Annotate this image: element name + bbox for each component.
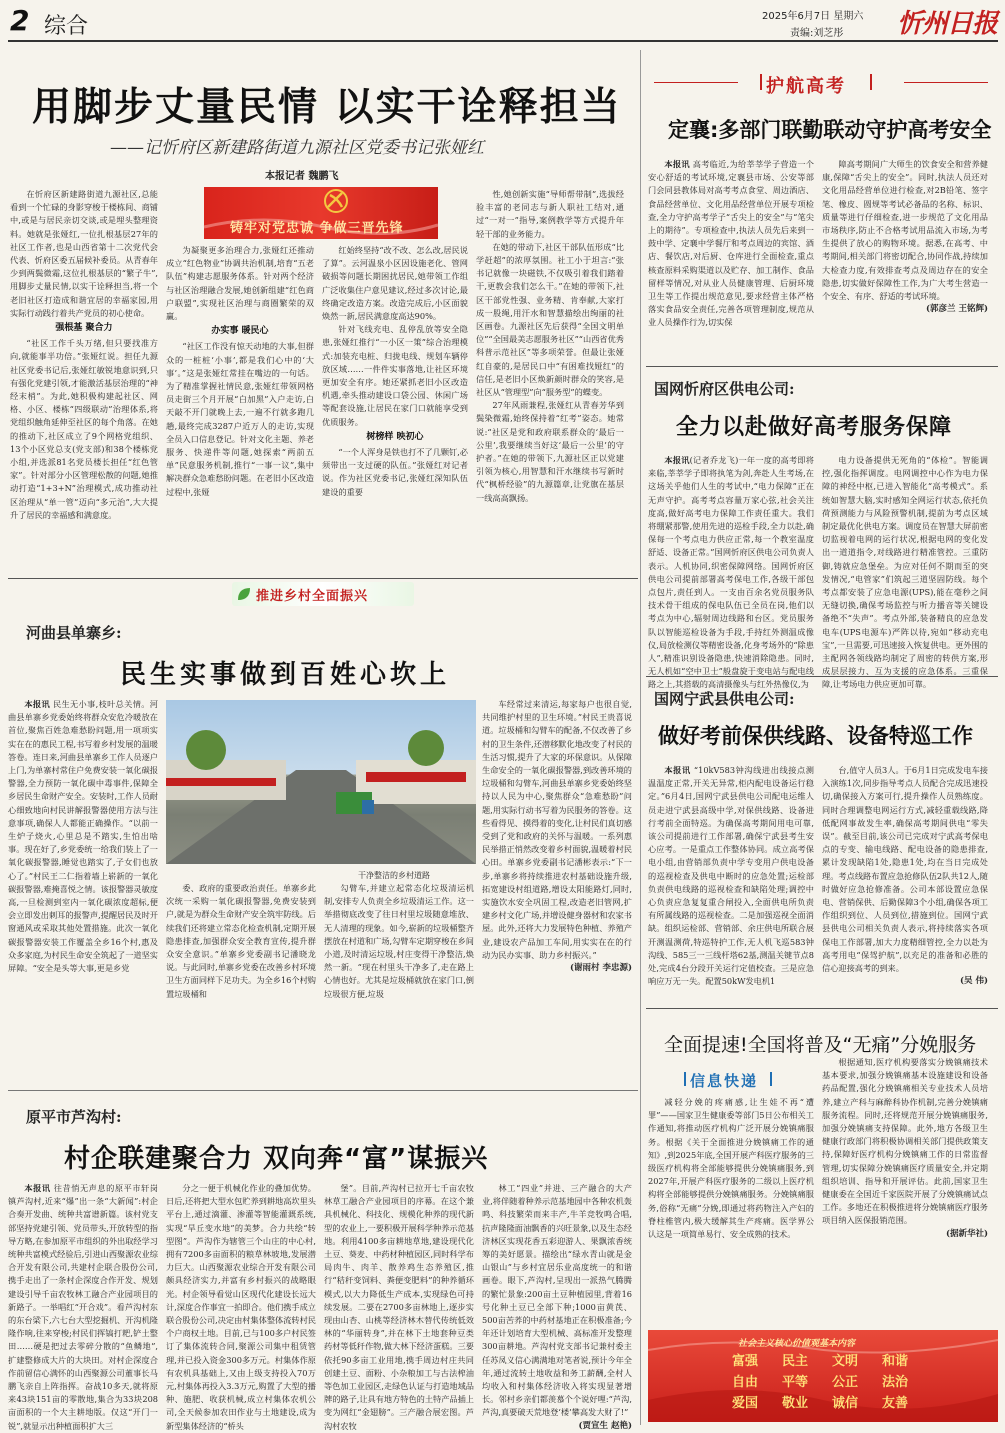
subhead: 强根基 聚合力 bbox=[55, 323, 113, 334]
article-col-1: 本报讯 往昔悄无声息的原平市轩岗镇芦沟村,近来“爆”出一条“大新闻”:村企合奏开发曲、统种共富谱新篇。该村党支部坚持党建引领、党员带头,开放转型的指导方略,在参加原平市组织的外出取经学习统种共富模式经验后,引进山西聚源农业综合开发有限公司,共建村企联合股份公司,携手走出了一条村企深度合作开发、规划建设引导千亩农牧林工融合产业园项目的新路子。一举唱红“开合戏”。看芦沟村东的东台梁下,六七台大型挖掘机、开沟机隆隆作响,往来穿梭;村民们挥镐打耙,铲土整田……硬是把过去零碎分散的“鱼鳞地”,扩建整修成大片的大块田。对村企深度合作前留信心满怀的山西聚源公司董事长马鹏飞亲自上阵指挥。奋战10多天,就将原来43块151亩的零散地,集合为33块208亩面积的一个大主耕地版。仅这“开门一锐”,就显示出种植面积扩大三 bbox=[8, 1183, 158, 1431]
subhead: 办实事 暖民心 bbox=[211, 326, 269, 337]
article-col-4: 林工“四业”并进、三产融合的大产业,将伴随着种养示范基地园中各种农机轰鸣、科技繁荣而来丰产,牛羊竞牧鸣合唱,抗声隆隆面油飘香的兴旺景象,以及生态经济林区实现花香五彩迎游人、果飘浓香统筹的美好愿景。描绘出“绿水青山就是金山银山”与乡村宜居乐业高度统一的和谐画卷。眼下,芦沟村,呈现出一派热气腾腾的繁忙景象:200亩土豆种植园里,背着16号化种土豆已全部下种;1000亩黄芪、500亩苦荞的中药材基地正在积极准备;今年还计划培育大型机械、高标准开发整理300亩耕地。芦沟村党支部书记兼村委主任苏凤义信心满满地对笔者说,预计今年全年,通过流转土地收益和务工薪酬,全村人均收入和村集体经济收入将实现显著增长。邻村乡亲们都羡慕个个说好哩:“芦沟,芦沟,真要破天荒地登‘楼’攀高发大财了!” (贾宣生 赵艳) bbox=[482, 1182, 632, 1418]
lead-col-3: 红始终坚持“改不改、怎么改,居民说了算”。云河温泉小区因设施老化、管网破损等问题长期困扰居民,她带领工作组广泛收集住户意见建议,经过多次讨论,最终确定改造方案。改造完成后,小区面貌焕然一新,居民满意度高达90%。 针对飞线充电、乱停乱放等安全隐患,张娅红推行“一小区一策”综合治理模式:加装充电桩、归拢电线、规划车辆停放区域……一件件实事落地,让社区环境更加安全有序。她还紧抓老旧小区改造机遇,牵头推动建设口袋公园、休闲广场等配套设施,让居民在家门口就能享受到优质服务。 树榜样 映初心 “一个人浑身是铁也打不了几颗钉,必须带出一支过硬的队伍。”张娅红对记者说。作为社区党委书记,张娅红深知队伍建设的重要 bbox=[322, 245, 468, 497]
article-col-3: 堡”。目前,芦沟村已拉开七千亩农牧林草工融合产业园项目的序幕。在这个兼具机械化、科技化、规模化种养的现代新型的农业上,一要积极开展科学种养示范基地。利用4100多亩耕地草地,建设现代化土豆、葵麦、中药材种植园区,同时科学布局肉牛、肉羊、散养鸡生态养殖区,推行“秸秆变饲料、粪便变肥料”的种养循环模式,以大力降低生产成本,实现绿色可持续发展。二要在2700多亩林地上,逐步实现由山杏、山桃等经济林木替代传统低效林的“华丽转身”,并在林下土地套种豆类药材等低秆作物,做大林下经济蛋糕。三要依托90多亩工业用地,携手周边村庄共同创建土豆、面粉、小杂粮加工与古法榨油等色加工业园区,走绿色认证与打造地域品牌的路子,让具有地方特色的土特产品插上变为网红“金翅膀”。三产融合展宏图。芦沟村农牧 bbox=[324, 1183, 474, 1431]
article-col-3: 勾臂车,并建立起常态化垃圾清运机制,安排专人负责全乡垃圾清运工作。这一举措彻底改变了往日村里垃圾随意堆放、无人清理的现象。如今,崭新的垃圾桶整齐摆放在村道和广场,勾臂车定期穿梭在乡间小道,及时清运垃圾,村庄变得干净整洁,焕然一新。“现在村里头干净多了,走在路上心情也好。尤其是垃圾桶就放在家门口,倒垃圾很方便,垃圾 bbox=[324, 883, 474, 999]
photo-caption: 干净整洁的乡村道路 bbox=[358, 871, 430, 880]
lead-col-2: 为凝聚更多治理合力,张娅红还推动成立“红色物业”协调共治机制,培育“五老队伍”构建志愿服务体系。针对两个经济与社区治理融合发展,她创新组建“红色商户联盟”,实现社区治理与商圈繁荣的双赢。 办实事 暖民心 “社区工作没有惊天动地的大事,但群众的一桩桩‘小事’,都是我们心中的‘大事’。”这是张娅红常挂在嘴边的一句话。为了精准掌握社情民意,张娅红带领网格员走街三个月开展“白加黑”入户走访,白天敲不开门就晚上去,一遍不行就多跑几趟,最终完成3287户近万人的走访,实现全员入口信息登记。针对文化主题、养老服务、快递件等问题,她探索“两前五单”民意服务机制,推行“一事一议”,集中解决群众急难愁盼问题。在老旧小区改造过程中,张娅 bbox=[166, 245, 314, 497]
article-kicker: 国网宁武县供电公司: bbox=[654, 690, 795, 708]
ad-heading: 社会主义核心价值观基本内容 bbox=[738, 1339, 856, 1349]
lead-title: 用脚步丈量民情 以实干诠释担当 bbox=[32, 85, 622, 130]
column-bar-right bbox=[770, 1072, 772, 1086]
value-word: 文明 bbox=[832, 1354, 859, 1369]
article-col-1: 减轻分娩的疼痛感,让生娃不再“遭罪”——国家卫生健康委等部门5日公布相关工作通知,将推动医疗机构广泛开展分娩镇痛服务。根据《关于全面推进分娩镇痛工作的通知》,到2025年底,全国开展产科医疗服务的三级医疗机构将全部能够提供分娩镇痛服务,到2027年,开展产科医疗服务的二级以上医疗机构将全部能够提供分娩镇痛服务。分娩镇痛服务,俗称“无痛”分娩,即通过将药物注入产妇的脊柱椎管内,极大缓解其生产疼痛。医学界公认这是一项简单易行、安全成熟的技术。 bbox=[648, 1097, 814, 1240]
article-col-2: 电力设备提供无死角的“体检”。智能调控,强化指挥调度。电网调控中心作为电力保障的神经中枢,已进入智能化“高考模式”。系统如智慧大脑,实时感知全网运行状态,依托负荷预测能力与风险预警机制,提前为考点区域制定最优化供电方案。调度员在智慧大屏前密切监视着电网的运行状况,根据电网的变化发出一道道指令,对线路进行精准管控。三重防御,铸就应急堡垒。为应对任何不期而至的突发情况,“电管家”们筑起三道坚固防线。每个考点都安装了应急电源(UPS),能在毫秒之间无缝切换,确保考场监控与听力播音等关键设备绝不“失声”。考点外部,装备精良的应急发电车(UPS电源车)严阵以待,宛如“移动充电宝”,一旦需要,可迅速接入恢复供电。更外围的主配网各领线路均制定了周密的转供方案,形成层层接力、互为支援的应急体系。三重保障,让考场电力供应更加可靠。 bbox=[822, 455, 988, 690]
leaf-icon bbox=[234, 584, 254, 604]
editor: 责编:刘芝彤 bbox=[790, 28, 844, 39]
column-bar-left bbox=[684, 1072, 686, 1086]
value-word: 富强 bbox=[732, 1354, 759, 1369]
right-bottom-article bbox=[648, 1012, 998, 1240]
author: (郭彦兰 王铭辉) bbox=[925, 304, 988, 315]
section-rule bbox=[8, 578, 638, 579]
article-title: 全力以赴做好高考服务保障 bbox=[676, 415, 953, 440]
article-kicker: 国网忻府区供电公司: bbox=[654, 380, 795, 398]
value-word: 和谐 bbox=[882, 1354, 909, 1369]
column-rule bbox=[904, 82, 988, 83]
values-grid bbox=[732, 1350, 932, 1411]
header-rule bbox=[8, 40, 998, 42]
section-name: 综合 bbox=[44, 14, 89, 39]
value-word: 民主 bbox=[782, 1354, 809, 1369]
article-col-1: 本报讯 高考临近,为给莘莘学子营造一个安心舒适的考试环境,定襄县市场、公安等部门会同县教体局对高考考点食堂、周边酒店、食品经营单位、文化用品经营单位开展专项检查,全力守护高考学子“舌尖上的安全”与“笔尖上的期待”。专项检查中,执法人员先后来到一鼓中学、定襄中学餐厅和考点周边的宾馆、酒店、餐饮店,对后厨、仓库进行全面检查,重点核查原料采购渠道以及贮存、加工制作、食品留样等情况,对从业人员健康管理、后厨环境卫生等工作提出规范意见,要求经营主体严格落实食品安全责任,完善各项管理制度,规范从业人员操作行为,切实保 bbox=[648, 159, 814, 328]
article-title: 做好考前保供线路、设备特巡工作 bbox=[658, 724, 973, 748]
value-word: 友善 bbox=[882, 1396, 909, 1411]
right-mid-article bbox=[648, 370, 998, 690]
column-rule bbox=[654, 82, 738, 83]
column-label: 护航高考 bbox=[766, 76, 846, 97]
article-title: 民生实事做到百姓心坎上 bbox=[120, 660, 451, 690]
author: (吴 伟) bbox=[959, 976, 988, 987]
lead-col-4: 性,她创新实施“导师帮带制”,选拔经验丰富的老同志与新人职社工结对,通过“一对一”指导,案例教学等方式提升年轻干部的业务能力。 在她的带动下,社区干部队伍形成“比学赶超”的浓厚氛围。社工小于坦言:“张书记就像一块磁铁,不仅吸引着我们踏着干,更教会我们怎么干。”在她的带领下,社区干部党性强、业务精、肯奉献,大家打成一股绳,用汗水和智慧描绘出绚丽的社区画卷。九源社区先后获得“全国文明单位”“全国最美志愿服务社区”“山西省优秀科普示范社区”等多项荣誉。但最让张娅红自豪的,是居民口中“有困难找娅红”的信任,是老旧小区焕新颜时群众的笑容,是社区从“管理型”向“服务型”的蝶变。 27年风雨兼程,张娅红从青春芳华到鬓染微霜,始终保持着“红考”姿态。她常说:“社区是党和政府联系群众的‘最后一公里’,我要继续当好这‘最后一公里’的守护者。”在她的带领下,九源社区正以党建引领为核心,用智慧和汗水继续书写新时代“枫桥经验”的九源篇章,让党旗在基层一线高高飘扬。 bbox=[476, 189, 624, 503]
column-label: 信息快递 bbox=[690, 1072, 759, 1090]
banner-slogan: 铸牢对党忠诚 争做三晋先锋 bbox=[230, 221, 404, 236]
section-rule bbox=[646, 676, 998, 677]
right-top-article bbox=[648, 50, 998, 360]
core-values-ad bbox=[648, 1330, 998, 1422]
article-col-2: 台,值守人员3人。于6月1日完成发电车接入演练1次,同步指导考点人员配合完成迅速投切,确保接入方案可行,提升操作人员熟练度。同时合理调整电网运行方式,减轻重载线路,降低配网事故发生率,确保高考期间供电“零失误”。截至目前,该公司已完成对宁武高考保电点的专变、输电线路、配电设备的隐患排查,累计发现缺陷1处,隐患1处,均在当日完成处理。考点线路布置应急抢修队伍2队共12人,随时做好应急抢修准备。公司本部设置应急保电、营销保供、后勤保障3个小组,确保各项工作组织到位、人员到位,措施到位。国网宁武县供电公司相关负责人表示,将持续落实各项保电工作部署,加大力度精细管控,全力以赴为高考用电“保驾护航”,以充足的准备和必胜的信心迎接高考的到来。 (吴 伟) bbox=[822, 764, 988, 988]
article-col-2: 根据通知,医疗机构要落实分娩镇痛技术基本要求,加强分娩镇痛基本设施建设和设备药品配置,强化分娩镇痛相关专业技术人员培养,建立产科与麻醉科协作机制,完善分娩镇痛服务流程。同时,还将规范开展分娩镇痛服务,加强分娩镇痛支持保障。此外,地方各级卫生健康行政部门将积极协调相关部门提供政策支持,保障好医疗机构分娩镇痛工作的日常监督管理,切实保障分娩镇痛医疗质量安全,并定期组织培训、指导和开展评估。此前,国家卫生健康委在全国近千家医院开展了分娩镇痛试点工作。多地还在积极推进将分娩镇痛医疗服务项目纳入医保报销范围。 (据新华社) bbox=[822, 1056, 988, 1241]
rural-section bbox=[8, 580, 638, 1431]
section-rule bbox=[8, 1090, 638, 1091]
section-rule bbox=[646, 1008, 998, 1009]
banner-label: 推进乡村全面振兴 bbox=[256, 589, 369, 604]
subhead: 树榜样 映初心 bbox=[366, 431, 424, 442]
article-kicker: 河曲县单寨乡: bbox=[26, 624, 122, 642]
village-road-photo bbox=[166, 700, 476, 864]
banner-tag bbox=[232, 582, 414, 606]
column-divider bbox=[640, 50, 641, 1425]
value-word: 平等 bbox=[782, 1375, 809, 1390]
value-word: 敬业 bbox=[782, 1396, 809, 1411]
article-title: 定襄:多部门联勤联动守护高考安全 bbox=[668, 118, 992, 142]
party-banner-image bbox=[204, 187, 438, 239]
right-low-article bbox=[648, 680, 998, 1000]
value-word: 公正 bbox=[832, 1375, 859, 1390]
column-bar-left bbox=[760, 74, 762, 90]
section-rule bbox=[646, 366, 998, 367]
lead-col-1: 在忻府区新建路街道九源社区,总能看到一个忙碌的身影穿梭于楼栋间、商铺中,或是与居民亲切交谈,或是埋头整理资料。她就是张娅红,一位扎根基层27年的社区工作者,也是山西省第十二次党代会代表、忻府区委五届候补委员。从青春年少到两鬓微霜,这位扎根基层的“繁子牛”,用脚步丈量民情,以实干诠释担当,将一个老旧社区打造成和谐宜居的幸福家园,用实际行动践行着共产党员的初心使命。 强根基 聚合力 “社区工作千头万绪,但只要找准方向,就能事半功倍。”张娅红说。担任九源社区党委书记后,张娅红敏锐地意识到,只有强化党建引领,才能激活基层治理的“神经末梢”。为此,她积极构建起社区、网格、小区、楼栋“四级联动”治理体系,将党组织触角延伸至社区的每个角落。在她的推动下,社区成立了9个网格党组织、13个小区党总支(党支部)和38个楼栋党小组,并选派81名党员楼长担任“红色管家”。针对部分小区管理松散的问题,她推动打造“1+3+N”治理模式,成功推动社区治理从“单一管”迈向“多元治”,大大提升了居民的幸福感和满意度。 bbox=[10, 189, 158, 520]
lead-byline: 本报记者 魏鹏飞 bbox=[265, 171, 339, 182]
article-title: 村企联建聚合力 双向奔“富”谋振兴 bbox=[64, 1144, 489, 1174]
masthead-logo: 忻州日报 bbox=[897, 9, 998, 39]
article-col-2: 委、政府的重要政治责任。单寨乡此次统一采购一氧化碳报警器,免费安装到户,就是为群众生命财产安全筑牢防线。后续我们还将建立常态化检查机制,定期开展隐患排查,加强群众安全教育宣传,提升群众安全意识。”单寨乡党委副书记潘晓龙说。与此同时,单寨乡党委在改善乡村环境卫生方面同样下足功夫。为全乡16个村购置垃圾桶和 bbox=[166, 883, 316, 999]
article-kicker: 原平市芦沟村: bbox=[26, 1108, 122, 1126]
lead-subtitle: ——记忻府区新建路街道九源社区党委书记张娅红 bbox=[110, 138, 484, 158]
article-col-1: 本报讯 “10kV583钟沟线进出线接点测温温度正常,开关无异常,柜内配电设备运行稳定。”6月4日,国网宁武县供电公司配电运维人员走进宁武县高级中学,对保供线路、设备进行考前全面特巡。为确保高考期间用电可靠,该公司提前进行工作部署,确保宁武县考生安心应考。一是重点工作整体协同。成立高考保电小组,由营销部负责中学专变用户供电设备的巡视检查及供电中断时的应急处置;运检部负责供电线路的巡视检查和缺陷处理;调控中心负责应急复复重合闸投入,全面供电所负责有所属线路的巡视检查。二是加强巡视全面消缺。组织运检部、营销部、余庄供电所联合展开测温测荷,特巡特护工作,无人机飞巡583钟沟线、585三一三线杆塔62基,测温关键节点8处,完成4台分段开关运行定值校查。三是应急响应万无一失。配置50kW发电机1 bbox=[648, 765, 814, 987]
article-col-1: 本报讯 民生无小事,枝叶总关情。河曲县单寨乡党委始终将群众安危冷暖放在首位,聚焦百姓急难愁盼问题,用一项项实实在在的惠民工程,书写着乡村发展的温暖答卷。连日来,河曲县单寨乡工作人员逐户上门,为单寨村常住户免费安装一氧化碳报警器,全力预防一氧化碳中毒事件,保障全乡居民生命财产安全。安装时,工作人员耐心细致地向村民讲解报警器使用方法与注意事项,确保人人都能正确操作。“以前一生炉子烧火,心里总是不踏实,生怕出啥事。现在好了,乡党委统一给我们装上了一氧化碳报警器,睡觉也踏实了,子女们也放心了。”村民王二仁指着墙上崭新的一氧化碳报警器,难掩喜悦之情。该报警器灵敏度高,一旦检测到室内一氧化碳浓度超标,便会立即发出刺耳的报警声,提醒居民及时开窗通风或采取其他处置措施。此次一氧化碳报警器安装工作覆盖全乡16个村,惠及众多家庭,为村民生命安全筑起了一道坚实屏障。“安全是头等大事,更是乡党 bbox=[8, 699, 158, 974]
author: (据新华社) bbox=[945, 1228, 988, 1239]
value-word: 诚信 bbox=[832, 1396, 859, 1411]
value-word: 法治 bbox=[882, 1375, 909, 1390]
article-title: 全面提速!全国将普及“无痛”分娩服务 bbox=[664, 1034, 977, 1056]
value-word: 爱国 bbox=[732, 1396, 759, 1411]
page-header bbox=[0, 0, 1005, 44]
page-number: 2 bbox=[10, 4, 30, 37]
article-col-4: 车经常过来清运,每家每户也很自觉,共同维护村里的卫生环境。”村民王贵喜说道。垃圾桶和勾臂车的配备,不仅改善了乡村的卫生条件,还潜移默化地改变了村民的生活习惯,提升了大家的环保意识。从保障生命安全的一氧化碳报警器,到改善环境的垃圾桶和勾臂车,河曲县单寨乡党委始终坚持以人民为中心,聚焦群众“急难愁盼”问题,用实际行动书写着为民服务的答卷。这些看得见、摸得着的变化,让村民们真切感受到了党和政府的关怀与温暖。一系列惠民举措正悄然改变着乡村面貌,温暖着村民心田。单寨乡党委副书记潘彬表示:“下一步,单寨乡将持续推进农村基础设施升级,拓宽建设村组道路,增设太阳能路灯,同时,实施饮水安全巩固工程,改造老旧管网,扩建乡村文化广场,并增设健身器材和农家书屋。此外,还将大力发展特色种植、养殖产业,建设农产品加工车间,用实实在在的行动为民办实事、助力乡村振兴。” (谢雨村 李忠源) bbox=[482, 698, 632, 975]
column-bar-right bbox=[870, 74, 872, 90]
article-col-2: 障高考期间广大师生的饮食安全和营养健康,保障“舌尖上的安全”。同时,执法人员还对文化用品经营单位进行检查,对2B铅笔、签字笔、橡皮、圆规等考试必备品的名称、标识、质量等进行仔细检查,进一步规范了文化用品市场秩序,防止不合格考试用品流入市场,为考生提供了放心的购物环境。据悉,在高考、中考期间,相关部门将密切配合,协同作战,持续加大检查力度,有效排查考点及周边存在的安全隐患,切实做好保障性工作,为广大考生营造一个安全、有序、舒适的考试环境。 (郭彦兰 王铭辉) bbox=[822, 158, 988, 316]
value-word: 自由 bbox=[732, 1375, 759, 1390]
article-col-2: 分之一便于机械化作业的叠加优势。日后,还将把大型水包贮养到耕地高坎里头平台上,通过滴灌、渗灌等智能灌溉系统,实现“旱丘变水地”的美梦。合力共绘“转型图”。芦沟作为辖管三个山庄的中心村,拥有7200多亩面积的粮草林坡地,发展潜力巨大。山西聚源农业综合开发有限公司颇具经济实力,并富有乡村振兴的战略眼光。村企领导看觉山区现代化建设长远大计,深度合作事宜一拍即合。他们携手成立联合股份公司,决定由村集体整体流转村民个户商权土地。目前,已与100多户村民签订了集体流转合同,聚源公司集中租赁管理,并已投入资金300多万元。村集体作原有农机具基础上,又由上级支持投入70万元,村集体再投入3.3万元,购置了大型的播种、施肥、收获机械,成立村集体农机公司,全天候参加农田作业与土地建设,成为新型集体经济的“桥头 bbox=[166, 1183, 316, 1431]
lead-article bbox=[10, 56, 632, 566]
article-col-1: 本报讯(记者乔龙飞)一年一度的高考即将来临,莘莘学子即将执笔为剑,奔赴人生考场,在这场关乎他们人生的考试中,“电力保障”正在无声守护。高考考点容量万家心弦,社会关注度高,做好高考电力保障工作责任重大。我们将绷紧那警,使用先进的巡检手段,全力以赴,确保每一个考点电力供应正常,每一个教室温度舒适、设备正常。”国网忻府区供电公司负责人表示。人机协同,织密保障网络。国网忻府区供电公司提前部署高考保电工作,各级干部包点包片,责任到人。一支由百余名党员服务队技术骨干组成的保电队伍已全员在岗,他们以考点为中心,辐射周边线路和台区。党员服务队以智能巡检设备为手段,手持红外测温成像仪,局放检测仪等精密设备,化身考场外的“除患人”,精准识别设备隐患,快速消除隐患。同时,无人机如“空中卫士”般盘旋于变电站与配电线路之上,其搭载的高清摄像头与红外热像仪,为 bbox=[648, 455, 814, 690]
author: (谢雨村 李忠源) bbox=[569, 963, 632, 974]
road-scene-icon bbox=[166, 700, 476, 864]
issue-date: 2025年6月7日 星期六 bbox=[762, 11, 864, 22]
author: (贾宣生 赵艳) bbox=[578, 1420, 632, 1431]
